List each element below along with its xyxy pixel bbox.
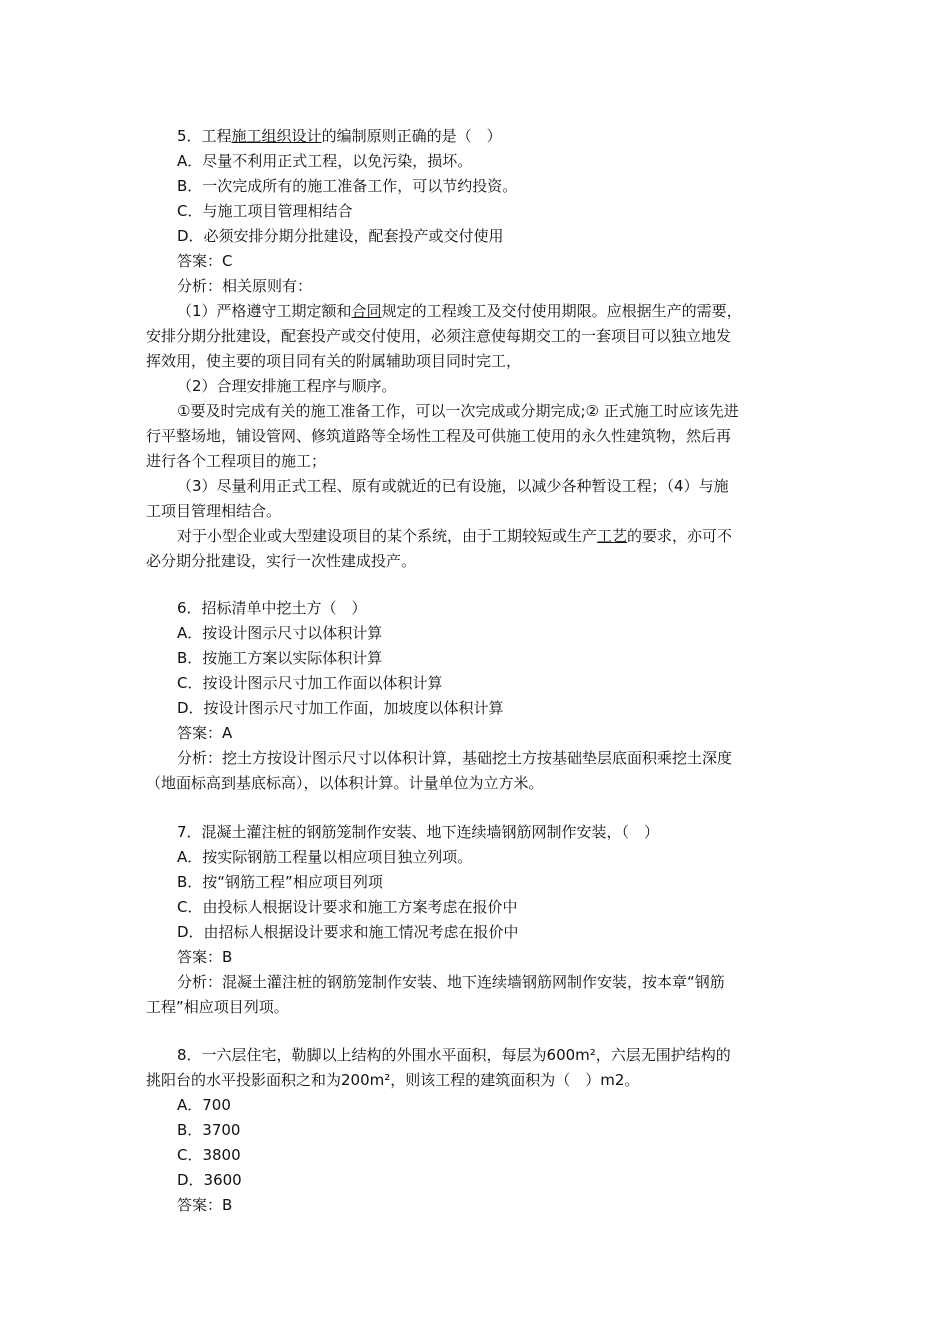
q7-option-b: B．按“钢筋工程”相应项目列项 bbox=[177, 873, 383, 891]
q6-option-a: A．按设计图示尺寸以体积计算 bbox=[177, 624, 383, 642]
q5-option-a: A．尽量不利用正式工程，以免污染，损坏。 bbox=[177, 152, 473, 170]
q8-option-d: D．3600 bbox=[177, 1171, 242, 1189]
q5-stem bbox=[177, 124, 502, 148]
q5-p1-line3: 挥效用，使主要的项目同有关的附属辅助项目同时完工， bbox=[146, 352, 522, 370]
q5-option-c: C．与施工项目管理相结合 bbox=[177, 202, 353, 220]
q5-p5-line2: 必分期分批建设，实行一次性建成投产。 bbox=[146, 552, 417, 570]
q5-stem-prefix: 5．工程 bbox=[177, 127, 232, 145]
q7-option-c: C．由投标人根据设计要求和施工方案考虑在报价中 bbox=[177, 898, 518, 916]
q5-p1-link[interactable]: 合同 bbox=[351, 302, 382, 320]
q5-p1-line2: 安排分期分批建设，配套投产或交付使用，必须注意使每期交工的一套项目可以独立地发 bbox=[146, 327, 732, 345]
q5-analysis-head: 分析：相关原则有： bbox=[177, 277, 313, 295]
q5-p2: （2）合理安排施工程序与顺序。 bbox=[177, 377, 397, 395]
q5-p4-line2: 工项目管理相结合。 bbox=[146, 502, 282, 520]
q5-option-d: D．必须安排分期分批建设，配套投产或交付使用 bbox=[177, 227, 504, 245]
q5-p1-suffix: 规定的工程竣工及交付使用期限。应根据生产的需要， bbox=[381, 302, 742, 320]
q8-option-c: C．3800 bbox=[177, 1146, 241, 1164]
q5-answer: 答案：C bbox=[177, 252, 233, 270]
q7-analysis-line2: 工程”相应项目列项。 bbox=[146, 998, 289, 1016]
q8-stem-line2: 挑阳台的水平投影面积之和为200m²，则该工程的建筑面积为（ ）m2。 bbox=[146, 1071, 640, 1089]
q5-p5-suffix: 的要求，亦可不 bbox=[627, 527, 733, 545]
q6-option-c: C．按设计图示尺寸加工作面以体积计算 bbox=[177, 674, 443, 692]
q5-p3-line1: ①要及时完成有关的施工准备工作，可以一次完成或分期完成;② 正式施工时应该先进 bbox=[177, 402, 739, 420]
q5-p1-line1 bbox=[177, 299, 742, 323]
q8-answer: 答案：B bbox=[177, 1196, 233, 1214]
q6-option-b: B．按施工方案以实际体积计算 bbox=[177, 649, 383, 667]
q5-p5-line1 bbox=[177, 524, 732, 548]
q5-option-b: B．一次完成所有的施工准备工作，可以节约投资。 bbox=[177, 177, 518, 195]
q5-p5-prefix: 对于小型企业或大型建设项目的某个系统，由于工期较短或生产 bbox=[177, 527, 598, 545]
q5-p3-line3: 进行各个工程项目的施工； bbox=[146, 452, 327, 470]
q5-stem-link[interactable]: 施工组织设计 bbox=[231, 127, 322, 145]
q6-analysis-line1: 分析：挖土方按设计图示尺寸以体积计算，基础挖土方按基础垫层底面积乘挖土深度 bbox=[177, 749, 733, 767]
q5-p5-link[interactable]: 工艺 bbox=[597, 527, 628, 545]
q7-option-d: D．由招标人根据设计要求和施工情况考虑在报价中 bbox=[177, 923, 519, 941]
q7-answer: 答案：B bbox=[177, 948, 233, 966]
q5-p1-prefix: （1）严格遵守工期定额和 bbox=[177, 302, 352, 320]
q7-analysis-line1: 分析：混凝土灌注桩的钢筋笼制作安装、地下连续墙钢筋网制作安装，按本章“钢筋 bbox=[177, 973, 725, 991]
q5-p4-line1: （3）尽量利用正式工程、原有或就近的已有设施，以减少各种暂设工程；（4）与施 bbox=[177, 477, 729, 495]
q7-option-a: A．按实际钢筋工程量以相应项目独立列项。 bbox=[177, 848, 473, 866]
q8-option-b: B．3700 bbox=[177, 1121, 241, 1139]
q6-analysis-line2: （地面标高到基底标高），以体积计算。计量单位为立方米。 bbox=[146, 774, 544, 792]
q5-stem-suffix: 的编制原则正确的是（ ） bbox=[321, 127, 502, 145]
q5-p3-line2: 行平整场地，铺设管网、修筑道路等全场性工程及可供施工使用的永久性建筑物，然后再 bbox=[146, 427, 732, 445]
q8-stem-line1: 8．一六层住宅，勒脚以上结构的外围水平面积，每层为600m²，六层无围护结构的 bbox=[177, 1046, 731, 1064]
q6-option-d: D．按设计图示尺寸加工作面，加坡度以体积计算 bbox=[177, 699, 504, 717]
q6-answer: 答案：A bbox=[177, 724, 233, 742]
q8-option-a: A．700 bbox=[177, 1096, 231, 1114]
q7-stem: 7．混凝土灌注桩的钢筋笼制作安装、地下连续墙钢筋网制作安装，（ ） bbox=[177, 823, 660, 841]
q6-stem: 6．招标清单中挖土方（ ） bbox=[177, 599, 367, 617]
